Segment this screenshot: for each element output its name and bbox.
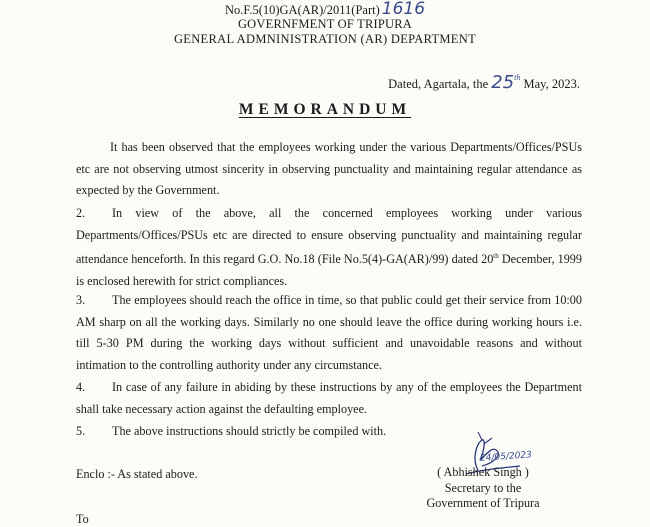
dated-suffix: May, 2023. xyxy=(523,77,580,91)
paragraph-text: The employees should reach the office in time, so that public could get their service from 10:00 AM sharp on all the working days. Similarly no one should leave the office during working hours i.e. till 5-30 PM during the working days without sufficient and unavoidable reasons and without intimation to the controlling authority under any circumstance. xyxy=(76,293,582,372)
department-name: GENERAL ADMNINISTRATION (AR) DEPARTMENT xyxy=(173,32,477,46)
paragraph-2 xyxy=(76,203,582,292)
memo-title-text: MEMORANDUM xyxy=(238,101,412,118)
paragraph-number: 4. xyxy=(76,380,86,394)
handwritten-issue-number: 1616 xyxy=(381,0,426,19)
signatory-designation: Secretary to the xyxy=(444,480,522,495)
signatory-office: Government of Tripura xyxy=(426,496,540,510)
dated-line xyxy=(388,72,580,93)
paragraph-text-cont: December, 1999 is enclosed herewith for strict compliances. xyxy=(76,252,582,288)
paragraph-text: In view of the above, all the concerned employees working under various Departments/Offices/PSUs etc are directed to ensure observing punctuality and maintaining regular attendance henceforth. In this regard G.O. No.18 (File No.5(4)-GA(AR)/99) dated 20 xyxy=(76,206,582,267)
government-name: GOVERNFMENT OF TRIPURA xyxy=(237,17,413,31)
paragraph-text: In case of any failure in abiding by these instructions by any of the employees the Department shall take necessary action against the defaulting employee. xyxy=(76,380,582,416)
day-suffix: th xyxy=(514,73,521,82)
paragraph-number: 3. xyxy=(76,293,86,307)
paragraph-1 xyxy=(76,137,582,202)
addressee-label: To xyxy=(76,512,89,526)
dated-prefix: Dated, Agartala, the xyxy=(388,77,489,91)
memo-title xyxy=(0,101,650,119)
ordinal-suffix: th xyxy=(493,252,499,260)
paragraph-text: The above instructions should strictly be compiled with. xyxy=(112,424,387,438)
paragraph-4 xyxy=(76,377,582,420)
enclosure-note: Enclo :- As stated above. xyxy=(76,467,198,481)
paragraph-3 xyxy=(76,290,582,376)
file-number xyxy=(0,2,650,17)
signature-date: 24/05/2023 xyxy=(479,450,533,464)
paragraph-text: It has been observed that the employees working under the various Departments/Offices/PSUs etc are not observing utmost sincerity in observing punctuality and maintaining regular attendance as expected by the Government. xyxy=(76,140,582,197)
handwritten-day: 25 xyxy=(491,72,515,93)
paragraph-number: 5. xyxy=(76,424,86,438)
signatory-name: ( Abhishek Singh ) xyxy=(437,465,529,479)
file-number-text: No.F.5(10)GA(AR)/2011(Part) xyxy=(224,3,380,17)
signatory-block xyxy=(418,465,548,512)
paragraph-number: 2. xyxy=(76,206,86,220)
